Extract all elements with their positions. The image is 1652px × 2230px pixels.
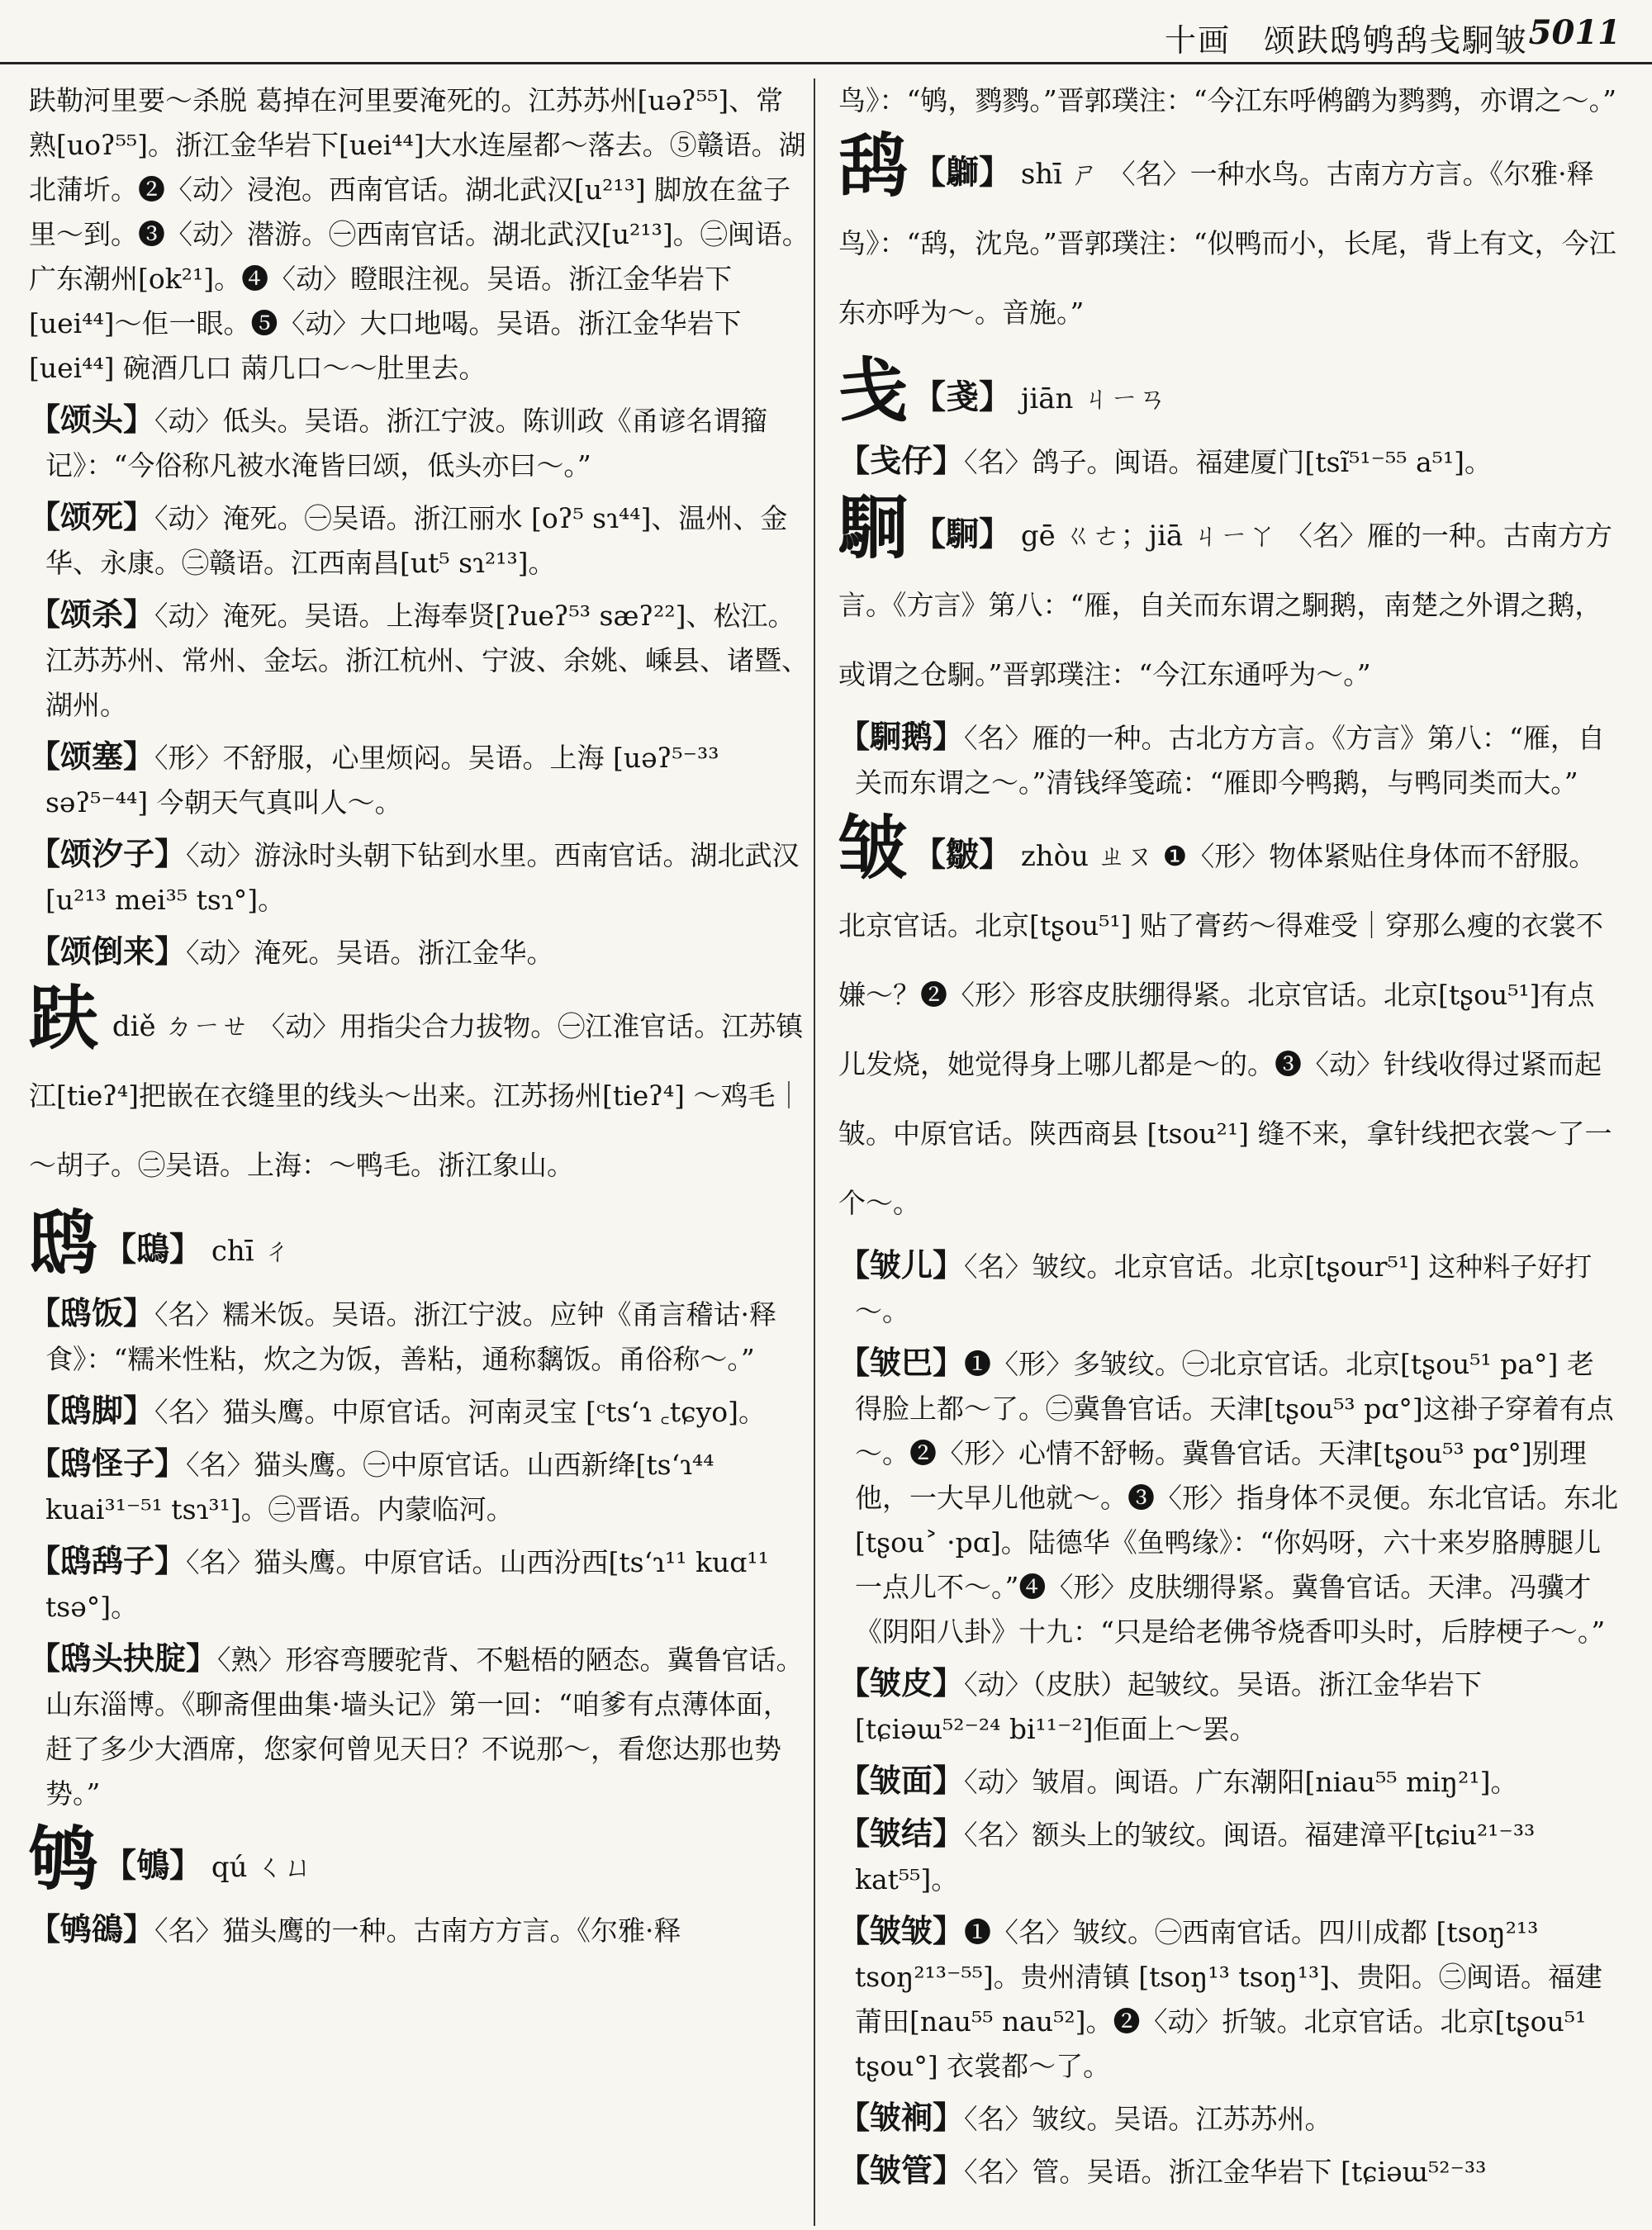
entry-headword: 【鸱脚】: [29, 1392, 155, 1429]
entry-definition: 〈名〉猫头鹰。中原官话。山西汾西[tsʻɿ¹¹ kuɑ¹¹ tsə°]。: [45, 1546, 769, 1623]
entry-headword: 【戋仔】: [838, 442, 965, 479]
entry-headword: 【鸱饭】: [29, 1294, 155, 1331]
headword-character: 戋: [838, 349, 909, 431]
entry-headword: 【皱皮】: [838, 1664, 965, 1701]
pinyin-zhuyin: zhòu ㄓㄡ: [1020, 840, 1154, 873]
character-entry: [838, 349, 1619, 434]
entry-definition: 〈名〉猫头鹰的一种。古南方方言。《尔雅·释: [154, 1914, 681, 1947]
dictionary-entry: [29, 734, 809, 825]
headword-character: 鸲: [29, 1818, 99, 1900]
pinyin-zhuyin: diě ㄉㄧㄝ: [112, 1010, 249, 1043]
traditional-form: 【鴟】: [103, 1230, 203, 1269]
dictionary-entry: [29, 1388, 809, 1435]
dictionary-entry: [29, 1636, 809, 1816]
character-entry: [838, 125, 1619, 348]
dictionary-entry: [29, 397, 809, 488]
entry-definition: 〈动〉淹死。吴语。浙江金华。: [186, 937, 554, 969]
traditional-form: 【皺】: [913, 835, 1013, 874]
entry-headword: 【颂倒来】: [29, 932, 187, 970]
traditional-form: 【鴝】: [103, 1846, 203, 1885]
traditional-form: 【駉】: [913, 515, 1013, 553]
entry-definition: 〈名〉鸽子。闽语。福建厦门[tsĩ⁵¹⁻⁵⁵ a⁵¹]。: [964, 446, 1492, 478]
character-definition: 〈动〉用指尖合力拔物。㊀江淮官话。江苏镇江[tieʔ⁴]把嵌在衣缝里的线头～出来。江苏扬州[tieʔ⁴] ～鸡毛｜～胡子。㊁吴语。上海：～鸭毛。浙江象山。: [29, 1010, 804, 1181]
dictionary-entry: [29, 929, 809, 975]
dictionary-entry: [838, 714, 1619, 805]
entry-definition: 〈名〉皱纹。吴语。江苏苏州。: [964, 2103, 1332, 2135]
entry-continuation: 趺勒河里要～杀脱 葛掉在河里要淹死的。江苏苏州[uəʔ⁵⁵]、常熟[uoʔ⁵⁵]。浙江金华岩下[uei⁴⁴]大水连屋都～落去。⑤赣语。湖北蒲圻。❷〈动〉浸泡。西南官话。湖北武汉[u²¹³] 脚放在盆子里～到。❸〈动〉潜游。㊀西南官话。湖北武汉[u²¹³]。㊁闽语。广东潮州[ok²¹]。❹〈动〉瞪眼注视。吴语。浙江金华岩下 [uei⁴⁴]～佢一眼。❺〈动〉大口地喝。吴语。浙江金华岩下 [uei⁴⁴] 碗酒几口 䓣几口～～肚里去。: [29, 84, 809, 384]
dictionary-entry: [838, 1811, 1619, 1902]
dictionary-entry: [838, 1243, 1619, 1334]
dictionary-entry: [29, 495, 809, 586]
character-entry: [29, 1202, 809, 1286]
dictionary-entry: [29, 592, 809, 728]
entry-headword: 【皱结】: [838, 1815, 965, 1852]
entry-definition: 〈动〉皱眉。闽语。广东潮阳[niau⁵⁵ miŋ²¹]。: [964, 1766, 1518, 1798]
pinyin-zhuyin: jiān ㄐㄧㄢ: [1020, 382, 1167, 415]
dictionary-entry: [838, 2095, 1619, 2142]
character-entry: [838, 807, 1619, 1238]
traditional-form: 【鶳】: [913, 153, 1013, 192]
entry-headword: 【鸱怪子】: [29, 1445, 187, 1482]
pinyin-zhuyin: chī ㄔ: [211, 1235, 292, 1268]
entry-definition: 〈名〉糯米饭。吴语。浙江宁波。应钟《甬言稽诂·释食》：“糯米性粘，炊之为饭，善粘，通称黐饭。甬俗称～。”: [45, 1298, 777, 1375]
character-definition: ❶〈形〉物体紧贴住身体而不舒服。北京官话。北京[tʂou⁵¹] 贴了膏药～得难受｜穿那么瘦的衣裳不嫌～？❷〈形〉形容皮肤绷得紧。北京官话。北京[tʂou⁵¹]有点儿发烧，她觉得身上哪儿都是～的。❸〈动〉针线收得过紧而起皱。中原官话。陕西商县 [tsou²¹] 缝不来，拿针线把衣裳～了一个～。: [838, 840, 1612, 1219]
entry-headword: 【颂死】: [29, 498, 155, 535]
character-definition: 〈名〉雁的一种。古南方方言。《方言》第八：“雁，自关而东谓之駉鹅，南楚之外谓之鹅，或谓之仓駉。”晋郭璞注：“今江东通呼为～。”: [838, 520, 1612, 690]
entry-definition: 〈动〉（皮肤）起皱纹。吴语。浙江金华岩下 [tɕiəɯ⁵²⁻²⁴ bi¹¹⁻²]佢面上～罢。: [855, 1668, 1483, 1745]
entry-continuation: 鸟》：“鸲，鹨鹨。”晋郭璞注：“今江东呼鸺鹠为鹨鹨，亦谓之～。”: [838, 84, 1616, 116]
pinyin-zhuyin: qú ㄑㄩ: [211, 1851, 313, 1884]
entry-definition: ❶〈名〉皱纹。㊀西南官话。四川成都 [tsoŋ²¹³ tsoŋ²¹³⁻⁵⁵]。贵州清镇 [tsoŋ¹³ tsoŋ¹³]、贵阳。㊁闽语。福建莆田[nau⁵⁵ nau⁵²]。❷〈动〉折皱。北京官话。北京[tʂou⁵¹ tʂou°] 衣裳都～了。: [855, 1916, 1603, 2082]
entry-definition: 〈动〉淹死。㊀吴语。浙江丽水 [oʔ⁵ sɿ⁴⁴]、温州、金华、永康。㊁赣语。江西南昌[ut⁵ sɿ²¹³]。: [45, 502, 788, 579]
entry-definition: 〈名〉额头上的皱纹。闽语。福建漳平[tɕiu²¹⁻³³ kat⁵⁵]。: [855, 1819, 1536, 1896]
entry-headword: 【颂汐子】: [29, 835, 187, 872]
dictionary-entry: [838, 1340, 1619, 1654]
entry-definition: 〈动〉游泳时头朝下钻到水里。西南官话。湖北武汉[u²¹³ mei³⁵ tsɿ°]。: [45, 839, 800, 916]
entry-definition: 〈名〉管。吴语。浙江金华岩下 [tɕiəɯ⁵²⁻³³: [964, 2156, 1487, 2188]
pinyin-zhuyin: gē ㄍㄜ；jiā ㄐㄧㄚ: [1020, 520, 1277, 553]
character-entry: [838, 486, 1619, 709]
character-entry: [29, 977, 809, 1200]
character-definition: 〈名〉一种水鸟。古南方方言。《尔雅·释鸟》：“鸹，沈凫。”晋郭璞注：“似鸭而小，长尾，背上有文，今江东亦呼为～。音施。”: [838, 158, 1616, 329]
entry-headword: 【鸱头抉腚】: [29, 1639, 218, 1677]
entry-headword: 【颂头】: [29, 401, 155, 438]
entry-definition: 〈名〉雁的一种。古北方方言。《方言》第八：“雁，自关而东谓之～。”清钱绎笺疏：“雁即今鸭鹅，与鸭同类而大。”: [855, 722, 1605, 799]
left-column: [29, 78, 809, 2218]
entry-definition: 〈熟〉形容弯腰驼背、不魁梧的陋态。冀鲁官话。山东淄博。《聊斋俚曲集·墙头记》第一回：“咱爹有点薄体面，赶了多少大酒席，您家何曾见天日？不说那～，看您达那也势势。”: [45, 1644, 804, 1810]
entry-definition: 〈名〉猫头鹰。㊀中原官话。山西新绛[tsʻɿ⁴⁴ kuai³¹⁻⁵¹ tsɿ³¹]。㊁晋语。内蒙临河。: [45, 1449, 714, 1525]
dictionary-entry: [29, 1441, 809, 1532]
right-column: [838, 78, 1619, 2218]
dictionary-entry: [838, 439, 1619, 485]
entry-headword: 【皱巴】: [838, 1344, 965, 1381]
dictionary-entry: [838, 1661, 1619, 1752]
dictionary-entry: [29, 1907, 809, 1953]
header-title: 十画 颂趺鸱鸲鸹戋駉皱: [1164, 22, 1528, 59]
dictionary-entry: [29, 1291, 809, 1382]
dictionary-entry: [838, 1909, 1619, 2089]
page-header: [0, 0, 1652, 64]
page-number: 5011: [1528, 13, 1621, 52]
character-entry: [29, 1818, 809, 1902]
headword-character: 趺: [29, 977, 99, 1059]
entry-headword: 【皱儿】: [838, 1246, 965, 1283]
entry-headword: 【颂杀】: [29, 595, 155, 633]
dictionary-entry: [838, 1758, 1619, 1805]
entry-definition: 〈动〉低头。吴语。浙江宁波。陈训政《甬谚名谓籀记》：“今俗称凡被水淹皆曰颂，低头亦曰～。”: [45, 405, 768, 482]
entry-headword: 【皱裥】: [838, 2099, 965, 2136]
traditional-form: 【戔】: [913, 377, 1013, 416]
entry-definition: 〈形〉不舒服，心里烦闷。吴语。上海 [uəʔ⁵⁻³³ səʔ⁵⁻⁴⁴] 今朝天气真叫人～。: [45, 742, 719, 818]
entry-headword: 【駉鹅】: [838, 718, 965, 755]
column-divider: [814, 78, 815, 2226]
entry-headword: 【鸱鸹子】: [29, 1542, 187, 1579]
dictionary-entry: [29, 832, 809, 923]
headword-character: 駉: [838, 486, 909, 568]
entry-definition: ❶〈形〉多皱纹。㊀北京官话。北京[tʂou⁵¹ pa°] 老得脸上都～了。㊁冀鲁官话。天津[tʂou⁵³ pɑ°]这褂子穿着有点～。❷〈形〉心情不舒畅。冀鲁官话。天津[tʂou⁵³ pɑ°]别理他，一大早儿他就～。❸〈形〉指身体不灵便。东北官话。东北 [tʂou˃ ·pɑ]。陆德华《鱼鸭缘》：“你妈呀，六十来岁胳膊腿儿一点儿不～。”❹〈形〉皮肤绷得紧。冀鲁官话。天津。冯骥才《阴阳八卦》十九：“只是给老佛爷烧香叩头时，后脖梗子～。”: [855, 1348, 1618, 1648]
entry-definition: 〈动〉淹死。吴语。上海奉贤[ʔueʔ⁵³ sæʔ²²]、松江。江苏苏州、常州、金坛。浙江杭州、宁波、余姚、嵊县、诸暨、湖州。: [45, 600, 809, 721]
dictionary-entry: [29, 1539, 809, 1630]
dictionary-entry: [838, 2148, 1619, 2194]
headword-character: 皱: [838, 807, 909, 889]
entry-definition: 〈名〉猫头鹰。中原官话。河南灵宝 [ᶜtsʻɿ ꜀tɕyo]。: [154, 1396, 766, 1428]
headword-character: 鸹: [838, 125, 909, 206]
headword-character: 鸱: [29, 1202, 99, 1283]
entry-definition: 〈名〉皱纹。北京官话。北京[tʂour⁵¹] 这种料子好打～。: [855, 1250, 1593, 1327]
entry-headword: 【皱管】: [838, 2152, 965, 2189]
pinyin-zhuyin: shī ㄕ: [1020, 158, 1099, 191]
entry-headword: 【皱面】: [838, 1762, 965, 1799]
entry-headword: 【颂塞】: [29, 738, 155, 775]
entry-headword: 【鸲鵒】: [29, 1910, 155, 1948]
entry-headword: 【皱皱】: [838, 1912, 965, 1949]
